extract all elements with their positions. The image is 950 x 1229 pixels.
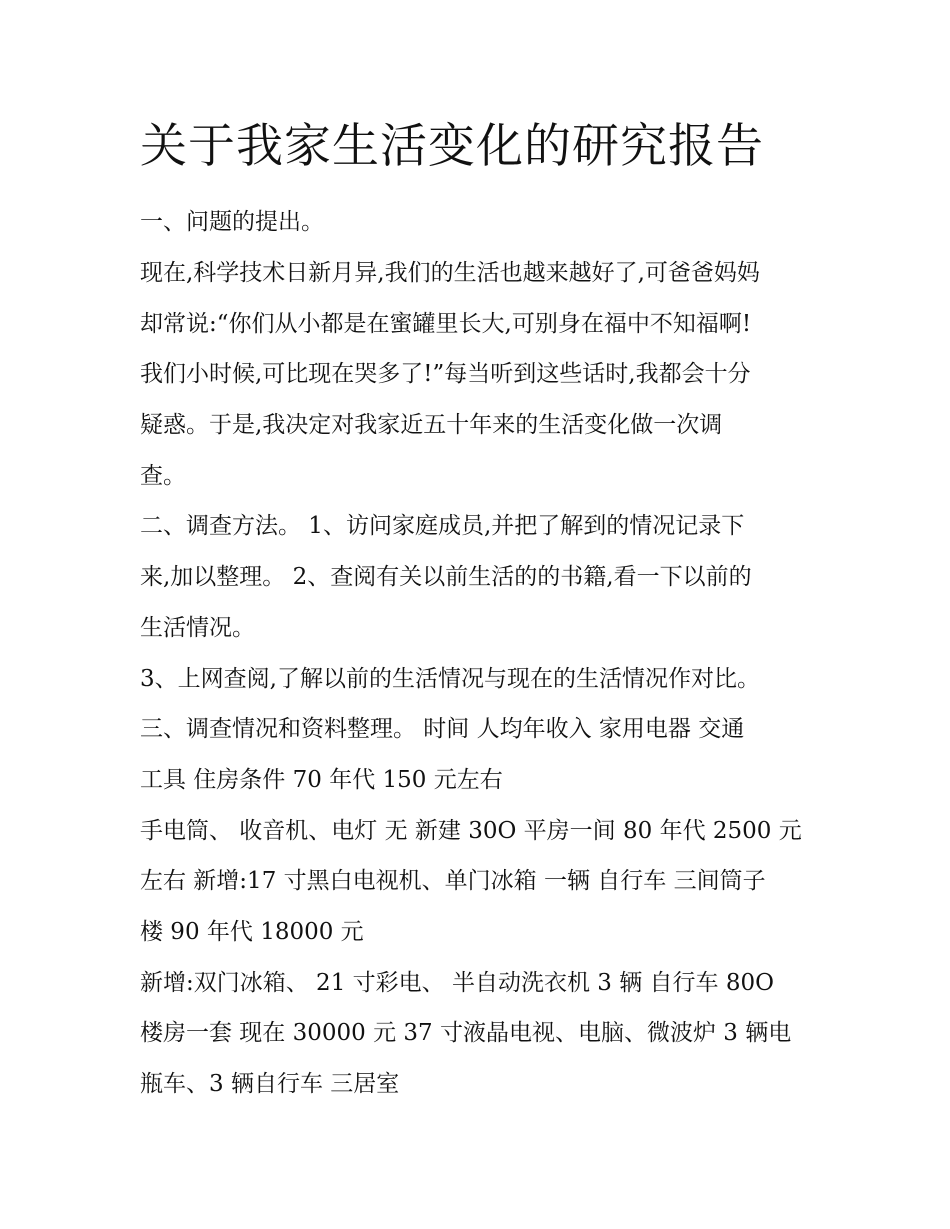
paragraph-line: 瓶车、3 辆自行车 三居室 — [140, 1071, 400, 1097]
section-heading-method: 二、调查方法。 1、访问家庭成员,并把了解到的情况记录下 — [140, 513, 745, 539]
paragraph-line: 新增:双门冰箱、 21 寸彩电、 半自动洗衣机 3 辆 自行车 80O — [140, 970, 774, 996]
paragraph-line: 我们小时候,可比现在哭多了!”每当听到这些话时,我都会十分 — [140, 361, 751, 387]
paragraph-line: 现在,科学技术日新月异,我们的生活也越来越好了,可爸爸妈妈 — [140, 260, 760, 286]
paragraph-line: 工具 住房条件 70 年代 150 元左右 — [140, 767, 503, 793]
paragraph-line: 手电筒、 收音机、电灯 无 新建 30O 平房一间 80 年代 2500 元 — [140, 818, 802, 844]
document-title: 关于我家生活变化的研究报告 — [140, 119, 764, 174]
paragraph-line: 来,加以整理。 2、查阅有关以前生活的的书籍,看一下以前的 — [140, 564, 752, 590]
paragraph-line: 左右 新增:17 寸黑白电视机、单门冰箱 一辆 自行车 三间筒子 — [140, 868, 766, 894]
section-heading-problem: 一、问题的提出。 — [140, 209, 324, 235]
paragraph-line: 疑惑。于是,我决定对我家近五十年来的生活变化做一次调 — [140, 412, 723, 438]
paragraph-line: 楼房一套 现在 30000 元 37 寸液晶电视、电脑、微波炉 3 辆电 — [140, 1020, 792, 1046]
paragraph-line: 生活情况。 — [140, 615, 255, 641]
paragraph-line: 3、上网查阅,了解以前的生活情况与现在的生活情况作对比。 — [140, 666, 760, 692]
paragraph-line: 楼 90 年代 18000 元 — [140, 919, 364, 945]
paragraph-line: 查。 — [140, 463, 186, 489]
section-heading-findings: 三、调查情况和资料整理。 时间 人均年收入 家用电器 交通 — [140, 716, 745, 742]
paragraph-line: 却常说:“你们从小都是在蜜罐里长大,可别身在福中不知福啊! — [140, 311, 752, 337]
